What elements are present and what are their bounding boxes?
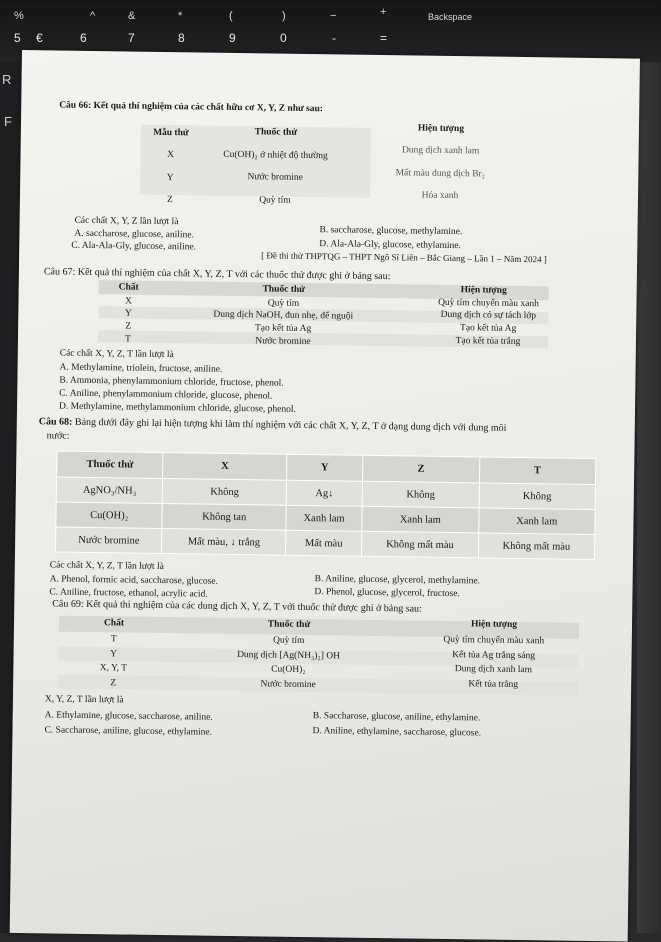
q66-header-reagent: Thuốc thử (254, 127, 298, 138)
q68-table (55, 451, 596, 561)
q66-source: [ Đề thi thử THPTQG – THPT Ngô Sĩ Liên – Bắc Giang – Lần 1 – Năm 2024 ] (261, 250, 547, 265)
q69-header-phenomenon: Hiện tượng (470, 619, 518, 630)
q66-prompt: Các chất X, Y, Z lần lượt là (74, 215, 179, 228)
q66-row2-sample: Y (166, 173, 174, 184)
key-f: F (4, 114, 12, 129)
q68-row3-t: Không mất màu (478, 533, 595, 560)
key-caret: ^ (90, 10, 96, 22)
q69-header-substance: Chất (103, 618, 125, 629)
key-r: R (2, 72, 12, 87)
q69-option-d: D. Aniline, ethylamine, saccharose, glucose. (312, 726, 482, 739)
q66-row1-reagent: Cu(OH)₂ ở nhiệt độ thường (223, 149, 328, 162)
q66-header-phenomenon: Hiện tượng (417, 123, 465, 135)
q67-row1-phenomenon: Quỳ tím chuyển màu xanh (438, 297, 539, 310)
q69-row3-phenomenon: Dung dịch xanh lam (454, 664, 533, 676)
q69-prompt: X, Y, Z, T lần lượt là (44, 694, 124, 706)
q66-header-sample: Mẫu thử (153, 127, 189, 139)
q69-row3-substance: X, Y, T (99, 663, 128, 674)
key-ampersand: & (128, 10, 136, 22)
key-8: 8 (178, 31, 185, 45)
q68-row1-z: Không (362, 481, 479, 508)
q66-row3-reagent: Quỳ tím (259, 195, 291, 206)
q68-header-reagent: Thuốc thử (57, 451, 164, 478)
q69-option-b: B. Saccharose, glucose, aniline, ethylamine. (312, 711, 481, 724)
q68-header-t: T (479, 457, 596, 485)
q68-title-line2: nước: (46, 430, 70, 442)
key-9: 9 (229, 31, 236, 45)
q67-header-reagent: Thuốc thử (262, 284, 305, 295)
q67-row4-phenomenon: Tạo kết tủa trắng (455, 336, 521, 347)
q67-option-a: A. Methylamine, triolein, fructose, aniline. (59, 362, 223, 375)
q69-row1-phenomenon: Quỳ tím chuyển màu xanh (443, 634, 545, 647)
q66-row2-phenomenon: Mất màu dung dịch Br₂ (395, 168, 486, 180)
q66-row1-sample: X (167, 150, 175, 161)
q69-row2-reagent: Dung dịch [Ag(NH₃)₂] OH (237, 650, 341, 662)
key-paren-close: ) (282, 10, 286, 22)
q67-header-substance: Chất (118, 282, 139, 293)
q67-row2-reagent: Dung dịch NaOH, đun nhẹ, để nguội (213, 309, 354, 322)
q68-row2-x: Không tan (162, 504, 286, 531)
q66-row3-sample: Z (166, 195, 173, 206)
q69-title: Câu 69: Kết quả thí nghiệm của các dung dịch X, Y, Z, T với thuốc thử được ghi ở bảng sau: (52, 598, 422, 615)
key-7: 7 (128, 31, 135, 45)
q68-row1-reagent: AgNO₃/NH₃ (56, 477, 163, 503)
q67-row3-reagent: Tạo kết tủa Ag (254, 323, 312, 335)
q68-row3-x: Mất màu, ↓ trắng (162, 529, 286, 556)
q67-title: Câu 67: Kết quả thí nghiệm của chất X, Y, Z, T với các thuốc thử được ghi ở bảng sau: (43, 266, 391, 283)
key-6: 6 (80, 31, 87, 45)
q67-row4-substance: T (124, 334, 131, 345)
q68-option-c: C. Aniline, fructose, ethanol, acrylic acid. (49, 587, 208, 600)
q69-row4-phenomenon: Kết tủa trắng (468, 679, 519, 690)
q67-prompt: Các chất X, Y, Z, T lần lượt là (59, 348, 174, 361)
q68-header-x: X (163, 453, 287, 481)
key-backspace: Backspace (428, 12, 473, 22)
key-dash: - (332, 31, 336, 45)
q66-title: Câu 66: Kết quả thí nghiệm của các chất hữu cơ X, Y, Z như sau: (59, 100, 324, 115)
q68-header-y: Y (287, 454, 363, 481)
key-minus: − (330, 10, 337, 22)
q67-row1-reagent: Quỳ tím (267, 298, 300, 309)
key-paren-open: ( (229, 10, 233, 22)
q68-row1-t: Không (479, 483, 596, 510)
q68-option-a: A. Phenol, formic acid, saccharose, glucose. (49, 574, 218, 587)
q67-row2-phenomenon: Dung dịch có sự tách lớp (440, 309, 537, 322)
q66-row3-phenomenon: Hóa xanh (421, 190, 459, 202)
key-equals: = (380, 31, 388, 45)
q69-row2-phenomenon: Kết tủa Ag trắng sáng (452, 650, 536, 662)
q69-option-a: A. Ethylamine, glucose, saccharose, aniline. (44, 710, 213, 723)
paper-sheet (10, 50, 640, 942)
q68-row2-reagent: Cu(OH)₂ (56, 502, 163, 528)
q67-row2-substance: Y (124, 308, 132, 319)
q68-header-z: Z (363, 455, 480, 483)
q68-row3-z: Không mất màu (362, 531, 479, 558)
q67-option-c: C. Aniline, phenylammonium chloride, glucose, phenol. (59, 388, 273, 402)
q67-row4-reagent: Nước bromine (255, 336, 311, 348)
q68-row2-z: Xanh lam (362, 506, 479, 533)
q67-row3-phenomenon: Tạo kết tủa Ag (459, 323, 517, 334)
q69-row1-substance: T (110, 634, 117, 645)
q69-row2-substance: Y (110, 649, 118, 660)
key-euro: € (36, 31, 43, 45)
q69-row4-substance: Z (110, 678, 117, 689)
q69-row1-reagent: Quỳ tím (273, 635, 305, 647)
q67-option-b: B. Ammonia, phenylammonium chloride, fructose, phenol. (59, 375, 284, 389)
q68-option-b: B. Aniline, glucose, glycerol, methylamine. (314, 574, 481, 587)
q68-title: Câu 68: Bảng dưới đây ghi lại hiện tượng khi làm thí nghiệm với các chất X, Y, Z, T ở dạng dung dịch với dung môi (38, 416, 507, 434)
q68-prompt: Các chất X, Y, Z, T lần lượt là (49, 560, 164, 573)
q67-header-phenomenon: Hiện tượng (460, 285, 507, 296)
q66-row1-phenomenon: Dung dịch xanh lam (401, 145, 480, 157)
q68-row3-reagent: Nước bromine (55, 527, 162, 553)
q69-row4-reagent: Nước bromine (260, 679, 316, 691)
q69-row3-reagent: Cu(OH)₂ (271, 664, 306, 676)
q69-option-c: C. Saccharose, aniline, glucose, ethylamine. (44, 725, 213, 738)
q67-row3-substance: Z (125, 321, 132, 332)
q69-header-reagent: Thuốc thử (267, 619, 311, 631)
q68-row3-y: Mất màu (285, 530, 361, 556)
q68-row1-x: Không (163, 479, 287, 506)
q68-row2-y: Xanh lam (286, 505, 362, 531)
q66-row2-reagent: Nước bromine (247, 172, 303, 183)
key-5: 5 (14, 31, 21, 45)
q68-row2-t: Xanh lam (478, 508, 595, 535)
desk-right (637, 62, 661, 933)
q68-option-d: D. Phenol, glucose, glycerol, fructose. (314, 587, 460, 600)
q66-option-d: D. Ala-Ala-Gly, glucose, ethylamine. (319, 239, 461, 252)
q67-row1-substance: X (124, 296, 133, 307)
key-percent: % (14, 10, 24, 22)
q68-row1-y: Ag↓ (286, 480, 362, 506)
key-asterisk: * (178, 10, 183, 22)
q67-option-d: D. Methylamine, methylammonium chloride, glucose, phenol. (58, 401, 297, 415)
q66-option-c: C. Ala-Ala-Gly, glucose, aniline. (71, 240, 197, 253)
q66-option-a: A. saccharose, glucose, aniline. (74, 228, 194, 241)
key-0: 0 (280, 31, 287, 45)
q66-option-b: B. saccharose, glucose, methylamine. (319, 225, 463, 238)
key-plus: + (380, 6, 387, 18)
